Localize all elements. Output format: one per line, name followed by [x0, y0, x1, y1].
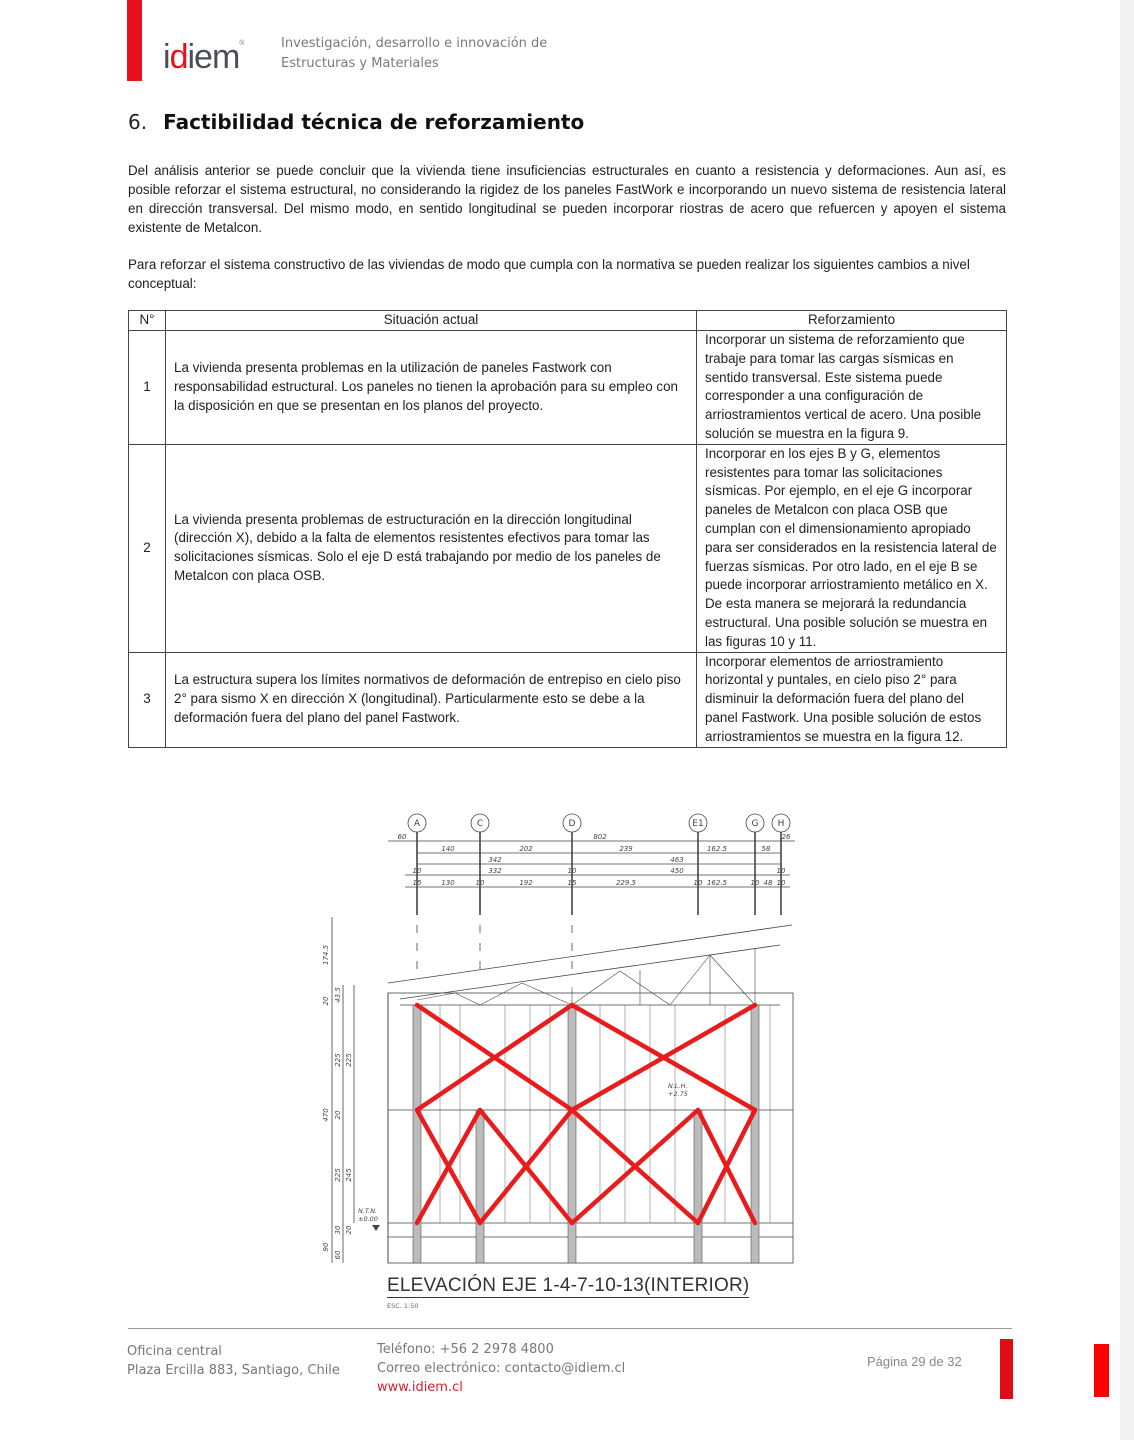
row-current-situation: La vivienda presenta problemas en la utilización de paneles Fastwork con responsabilidad estructural. Los paneles no tienen la aprobación para su empleo con la disposición en que se presentan en los planos del proyecto.	[166, 331, 697, 445]
row-reinforcement: Incorporar un sistema de reforzamiento que trabaje para tomar las cargas sísmicas en sentido transversal. Este sistema puede corresponder a una configuración de arriostramientos vertical de acero. Una posible solución se muestra en la figura 9.	[697, 331, 1007, 445]
footer-website-link[interactable]: www.idiem.cl	[377, 1380, 463, 1395]
page-edge-red-bar	[1094, 1344, 1109, 1397]
footer-divider	[128, 1328, 1012, 1329]
svg-text:43.5: 43.5	[334, 987, 342, 1003]
svg-text:225: 225	[334, 1053, 342, 1067]
svg-text:15: 15	[567, 879, 577, 887]
table-row	[129, 652, 1007, 747]
svg-text:15: 15	[412, 879, 422, 887]
axis-label-g: G	[751, 819, 759, 829]
axis-label-a: A	[413, 819, 421, 829]
figure-scale: ESC. 1:50	[387, 1302, 419, 1310]
footer-contact	[377, 1340, 625, 1397]
svg-text:174.5: 174.5	[322, 944, 330, 966]
svg-text:20: 20	[345, 1225, 353, 1235]
table-row	[129, 331, 1007, 445]
header-red-bar	[127, 0, 142, 81]
svg-text:20: 20	[334, 1110, 342, 1120]
footer-red-bar	[1000, 1339, 1013, 1399]
section-title: Factibilidad técnica de reforzamiento	[163, 110, 585, 134]
level-ntn-value: ±0.00	[358, 1215, 378, 1223]
svg-text:58: 58	[761, 845, 771, 853]
svg-text:10: 10	[567, 867, 577, 875]
svg-text:225: 225	[345, 1053, 353, 1067]
svg-text:245: 245	[345, 1168, 353, 1182]
level-nlh-label: N.L.H.	[668, 1082, 688, 1090]
svg-text:802: 802	[593, 833, 607, 841]
idiem-logo: idiem®	[163, 38, 244, 76]
svg-text:470: 470	[322, 1108, 330, 1122]
svg-text:10: 10	[776, 867, 786, 875]
row-number: 2	[129, 444, 166, 652]
svg-text:192: 192	[519, 879, 533, 887]
section-number: 6.	[128, 110, 148, 134]
header-reinforcement: Reforzamiento	[697, 311, 1007, 331]
header-tagline	[281, 34, 547, 73]
footer-email[interactable]: Correo electrónico: contacto@idiem.cl	[377, 1361, 626, 1376]
section-heading	[128, 110, 584, 134]
svg-text:10: 10	[776, 879, 786, 887]
elevation-drawing	[300, 805, 810, 1320]
paragraph-intro: Del análisis anterior se puede concluir que la vivienda tiene insuficiencias estructurales en cuanto a resistencia y deformaciones. Aun así, es posible reforzar el sistema estructural, no considerando la rigidez de los paneles FastWork e incorporando un nuevo sistema de resistencia lateral en dirección transversal. Del mismo modo, en sentido longitudinal se pueden incorporar riostras de acero que refuercen y apoyen el sistema existente de Metalcon.	[128, 163, 1006, 235]
footer-office-label: Oficina central	[127, 1344, 222, 1359]
svg-text:10: 10	[750, 879, 760, 887]
svg-text:60: 60	[397, 833, 407, 841]
axis-markers	[408, 814, 790, 832]
svg-text:90: 90	[322, 1242, 330, 1252]
row-current-situation: La vivienda presenta problemas de estructuración en la dirección longitudinal (dirección X), debido a la falta de elementos resistentes efectivos para tomar las solicitaciones sísmicas. Solo el eje D está trabajando por medio de los paneles de Metalcon con placa OSB.	[166, 444, 697, 652]
table-header-row	[129, 311, 1007, 331]
footer-address: Plaza Ercilla 883, Santiago, Chile	[127, 1363, 340, 1378]
header-number: N°	[129, 311, 166, 331]
svg-text:10: 10	[475, 879, 485, 887]
footer-phone: Teléfono: +56 2 2978 4800	[377, 1342, 554, 1357]
page-edge	[1120, 0, 1134, 1440]
svg-text:140: 140	[441, 845, 455, 853]
row-reinforcement: Incorporar en los ejes B y G, elementos resistentes para tomar las solicitaciones sísmicas. Por ejemplo, en el eje G incorporar paneles de Metalcon con placa OSB que cumplan con el dimensionamiento apropiado para ser considerados en la resistencia lateral de fuerzas sísmicas. Por otro lado, en el eje B se puede incorporar arriostramiento metálico en X. De esta manera se mejorará la redundancia estructural. Una posible solución se muestra en las figuras 10 y 11.	[697, 444, 1007, 652]
paragraph-conceptual: Para reforzar el sistema constructivo de las viviendas de modo que cumpla con la normativa se pueden realizar los siguientes cambios a nivel conceptual:	[128, 257, 970, 291]
svg-text:130: 130	[441, 879, 455, 887]
svg-text:342: 342	[488, 856, 502, 864]
svg-text:162.5: 162.5	[706, 879, 728, 887]
svg-text:463: 463	[670, 856, 684, 864]
svg-text:239: 239	[619, 845, 633, 853]
row-number: 3	[129, 652, 166, 747]
level-ntn-label: N.T.N.	[358, 1207, 378, 1215]
page-number: Página 29 de 32	[867, 1354, 962, 1369]
header-current-situation: Situación actual	[166, 311, 697, 331]
figure-title: ELEVACIÓN EJE 1-4-7-10-13(INTERIOR)	[387, 1275, 750, 1296]
svg-text:162.5: 162.5	[706, 845, 728, 853]
svg-text:225: 225	[334, 1168, 342, 1182]
svg-text:20: 20	[322, 996, 330, 1006]
svg-text:450: 450	[670, 867, 684, 875]
level-nlh-value: +2.75	[668, 1090, 688, 1098]
row-reinforcement: Incorporar elementos de arriostramiento horizontal y puntales, en cielo piso 2° para disminuir la deformación fuera del plano del panel Fastwork. Una posible solución de estos arriostramientos se muestra en la figura 12.	[697, 652, 1007, 747]
svg-text:26: 26	[781, 833, 791, 841]
svg-text:202: 202	[519, 845, 533, 853]
svg-text:60: 60	[334, 1250, 342, 1260]
axis-label-h: H	[777, 819, 785, 829]
tagline-line-2: Estructuras y Materiales	[281, 55, 439, 71]
svg-text:10: 10	[412, 867, 422, 875]
tagline-line-1: Investigación, desarrollo e innovación de	[281, 36, 548, 51]
table-row	[129, 444, 1007, 652]
svg-text:30: 30	[334, 1225, 342, 1235]
svg-text:10: 10	[693, 879, 703, 887]
svg-text:48: 48	[763, 879, 773, 887]
axis-label-d: D	[568, 819, 576, 829]
row-current-situation: La estructura supera los límites normativos de deformación de entrepiso en cielo piso 2° para sismo X en dirección X (longitudinal). Particularmente esto se debe a la deformación fuera del plano del panel Fastwork.	[166, 652, 697, 747]
svg-text:229.5: 229.5	[615, 879, 637, 887]
row-number: 1	[129, 331, 166, 445]
footer-office	[127, 1342, 340, 1380]
svg-text:332: 332	[488, 867, 502, 875]
reinforcement-table	[128, 310, 1007, 748]
red-x-bracing	[417, 1005, 755, 1223]
axis-label-c: C	[476, 819, 484, 829]
axis-label-e1: E1	[692, 819, 704, 829]
